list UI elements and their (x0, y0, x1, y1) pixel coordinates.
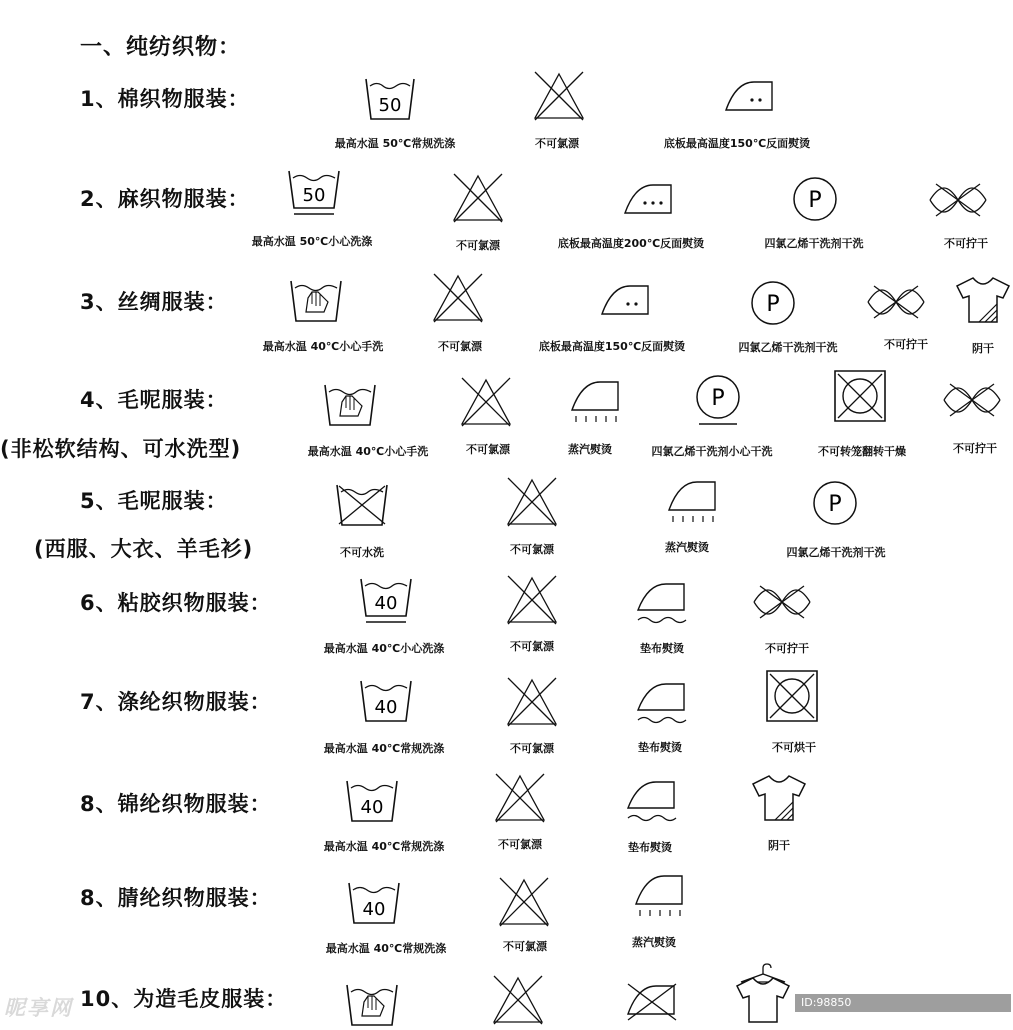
hand-wash-icon (324, 384, 376, 426)
no-bleach-icon (492, 974, 544, 1026)
label-no-wring: 不可拧干 (953, 442, 997, 455)
label-no-tumble-dry: 不可转笼翻转干燥 (818, 445, 906, 458)
label-hand-wash-40: 最高水温 40℃小心手洗 (262, 340, 384, 353)
hang-dry-shirt-icon (735, 962, 791, 1024)
category-wool-suits: 5、毛呢服装： (80, 489, 228, 513)
wash-tub-icon (360, 680, 412, 722)
category-silk: 3、丝绸服装： (80, 290, 228, 314)
svg-text:P: P (808, 188, 822, 213)
no-wring-icon (752, 584, 812, 620)
category-wool-suits-note: (西服、大衣、羊毛衫) (34, 537, 254, 561)
watermark-brand: 昵享网 (4, 996, 73, 1020)
label-no-bleach: 不可氯漂 (535, 137, 579, 150)
label-no-bleach: 不可氯漂 (510, 543, 554, 556)
label-iron-150: 底板最高温度150℃反面熨烫 (663, 137, 811, 150)
no-bleach-icon (506, 476, 558, 528)
iron-3-dots-icon (623, 181, 673, 215)
label-shade-dry: 阴干 (972, 342, 994, 355)
shade-dry-shirt-icon (751, 774, 807, 822)
steam-iron-icon (634, 872, 684, 918)
no-bleach-icon (460, 376, 512, 428)
label-no-bleach: 不可氯漂 (456, 239, 500, 252)
label-wash-40-normal: 最高水温 40℃常规洗涤 (325, 942, 447, 955)
no-wring-icon (942, 382, 1002, 418)
watermark-id: ID:98850 NO:20071122020330213659 (795, 994, 1011, 1012)
svg-text:40: 40 (374, 697, 398, 718)
category-acrylic: 8、腈纶织物服装： (80, 886, 272, 910)
svg-text:40: 40 (374, 593, 398, 614)
svg-text:50: 50 (302, 185, 326, 206)
label-dry-clean: 四氯乙烯干洗剂干洗 (764, 237, 864, 250)
label-dry-clean-gentle: 四氯乙烯干洗剂小心干洗 (651, 445, 773, 458)
category-polyester: 7、涤纶织物服装： (80, 690, 272, 714)
no-bleach-icon (494, 772, 546, 824)
iron-2-dots-icon (600, 282, 650, 316)
category-nylon: 8、锦纶织物服装： (80, 792, 272, 816)
svg-text:P: P (766, 292, 780, 317)
no-bleach-icon (432, 272, 484, 324)
category-cotton: 1、棉织物服装： (80, 87, 250, 111)
label-wash-40-normal: 最高水温 40℃常规洗涤 (323, 840, 445, 853)
no-tumble-dry-icon (834, 370, 886, 422)
dry-clean-p-icon (812, 480, 858, 526)
hand-wash-icon (346, 984, 398, 1026)
page-title: 一、纯纺织物： (80, 35, 242, 60)
no-bleach-icon (452, 172, 504, 224)
iron-cloth-icon (636, 580, 686, 626)
label-iron-cloth: 垫布熨烫 (640, 642, 684, 655)
dry-clean-p-icon (792, 176, 838, 222)
label-no-bleach: 不可氯漂 (438, 340, 482, 353)
label-no-bleach: 不可氯漂 (503, 940, 547, 953)
label-wash-40-gentle: 最高水温 40℃小心洗涤 (323, 642, 445, 655)
hand-wash-icon (290, 280, 342, 322)
label-wash-40-normal: 最高水温 40℃常规洗涤 (323, 742, 445, 755)
label-no-dry: 不可烘干 (772, 741, 816, 754)
svg-text:P: P (711, 386, 725, 411)
label-dry-clean: 四氯乙烯干洗剂干洗 (786, 546, 886, 559)
label-iron-cloth: 垫布熨烫 (628, 841, 672, 854)
no-wash-icon (336, 484, 388, 526)
label-iron-200: 底板最高温度200℃反面熨烫 (557, 237, 705, 250)
no-iron-icon (626, 982, 678, 1022)
iron-cloth-icon (636, 680, 686, 726)
svg-text:40: 40 (360, 797, 384, 818)
iron-2-dots-icon (724, 78, 774, 112)
category-faux-fur: 10、为造毛皮服装： (80, 987, 288, 1011)
label-no-wring: 不可拧干 (944, 237, 988, 250)
steam-iron-icon (667, 478, 717, 524)
dry-clean-p-gentle-icon (695, 374, 741, 426)
no-bleach-icon (506, 676, 558, 728)
iron-cloth-icon (626, 778, 676, 824)
label-wash-50-gentle: 最高水温 50℃小心洗涤 (251, 235, 373, 248)
no-wring-icon (866, 284, 926, 320)
category-viscose: 6、粘胶织物服装： (80, 591, 272, 615)
svg-text:P: P (828, 492, 842, 517)
label-no-bleach: 不可氯漂 (498, 838, 542, 851)
category-wool-washable-note: (非松软结构、可水洗型) (0, 437, 242, 461)
label-no-wash: 不可水洗 (340, 546, 384, 559)
label-wash-50-normal: 最高水温 50℃常规洗涤 (334, 137, 456, 150)
category-linen: 2、麻织物服装： (80, 187, 250, 211)
label-steam-iron: 蒸汽熨烫 (568, 443, 612, 456)
wash-tub-gentle-icon (288, 170, 340, 216)
label-shade-dry: 阴干 (768, 839, 790, 852)
label-steam-iron: 蒸汽熨烫 (665, 541, 709, 554)
wash-tub-icon (346, 780, 398, 822)
label-no-wring: 不可拧干 (884, 338, 928, 351)
wash-tub-icon (348, 882, 400, 924)
label-no-bleach: 不可氯漂 (510, 640, 554, 653)
steam-iron-icon (570, 378, 620, 424)
label-steam-iron: 蒸汽熨烫 (632, 936, 676, 949)
label-hand-wash-40: 最高水温 40℃小心手洗 (307, 445, 429, 458)
label-dry-clean: 四氯乙烯干洗剂干洗 (738, 341, 838, 354)
label-no-bleach: 不可氯漂 (466, 443, 510, 456)
no-bleach-icon (498, 876, 550, 928)
label-iron-cloth: 垫布熨烫 (638, 741, 682, 754)
no-bleach-icon (533, 70, 585, 122)
no-wring-icon (928, 182, 988, 218)
wash-tub-gentle-icon (360, 578, 412, 624)
wash-tub-icon (365, 78, 415, 120)
svg-text:50: 50 (378, 95, 402, 116)
svg-text:40: 40 (362, 899, 386, 920)
label-no-bleach: 不可氯漂 (510, 742, 554, 755)
label-no-wring: 不可拧干 (765, 642, 809, 655)
dry-clean-p-icon (750, 280, 796, 326)
label-iron-150: 底板最高温度150℃反面熨烫 (538, 340, 686, 353)
no-bleach-icon (506, 574, 558, 626)
shade-dry-shirt-icon (955, 276, 1011, 324)
category-wool-washable: 4、毛呢服装： (80, 388, 228, 412)
no-tumble-dry-icon (766, 670, 818, 722)
